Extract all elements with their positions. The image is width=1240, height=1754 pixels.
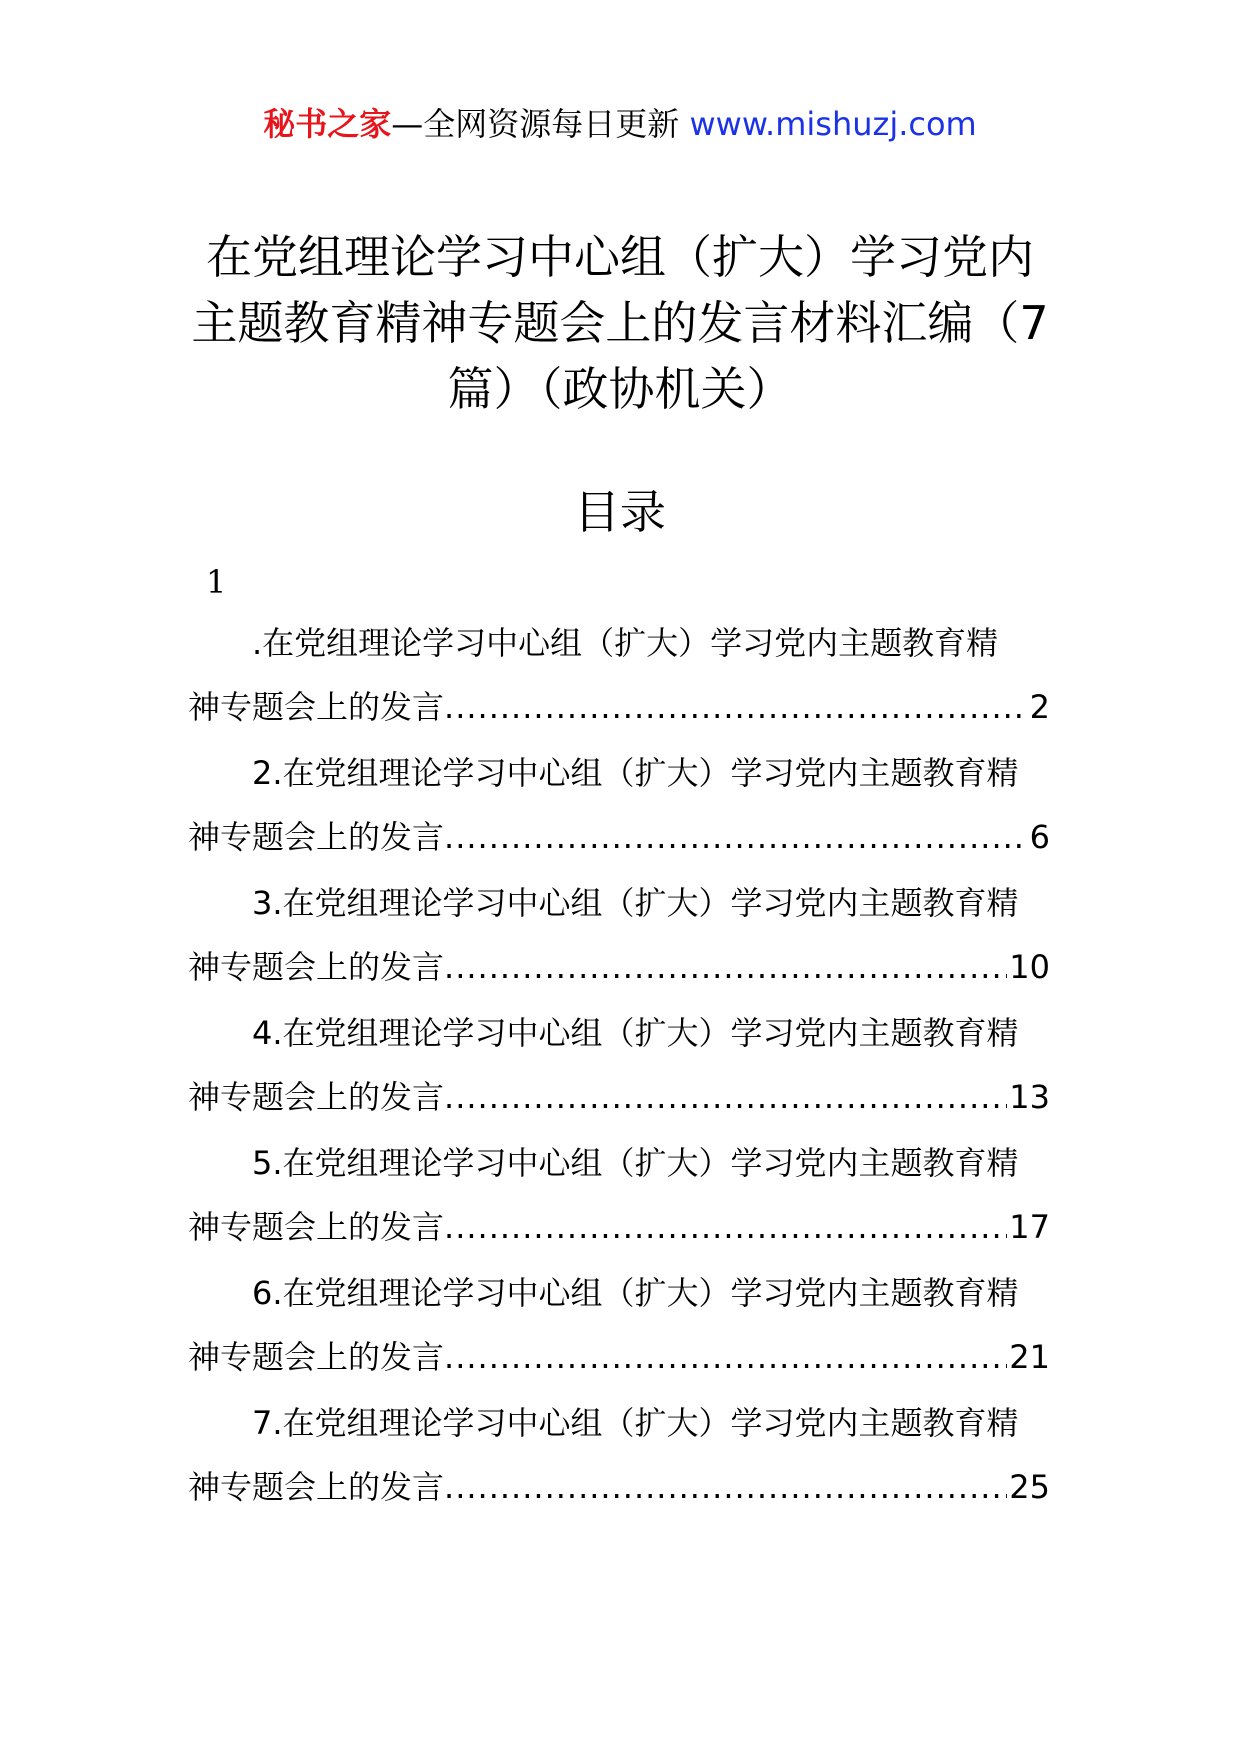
toc-dot-leader — [444, 810, 1028, 864]
toc-entry-title-cont: 神专题会上的发言 — [188, 818, 445, 856]
toc-entry-6[interactable] — [188, 1266, 1050, 1396]
toc-page-number: 6 — [1029, 818, 1050, 856]
document-title — [150, 224, 1090, 422]
toc-entry-leader — [188, 1460, 1050, 1514]
toc-entry-5[interactable] — [188, 1136, 1050, 1266]
toc-entry-1[interactable] — [188, 616, 1050, 746]
toc-page-number: 21 — [1009, 1338, 1050, 1376]
toc-entry-title: 4.在党组理论学习中心组（扩大）学习党内主题教育精 — [252, 1014, 1019, 1052]
toc-dot-leader — [444, 1460, 1007, 1514]
toc-entry-7[interactable] — [188, 1396, 1050, 1526]
toc-entry-4[interactable] — [188, 1006, 1050, 1136]
toc-entry-2[interactable] — [188, 746, 1050, 876]
toc-dot-leader — [444, 1070, 1007, 1124]
toc-list — [188, 616, 1050, 1526]
title-line-3: 篇）（政协机关） — [447, 362, 793, 416]
toc-entry-title: 6.在党组理论学习中心组（扩大）学习党内主题教育精 — [252, 1274, 1019, 1312]
toc-page-number: 13 — [1009, 1078, 1050, 1116]
toc-entry-title-cont: 神专题会上的发言 — [188, 1338, 445, 1376]
toc-entry-leader — [188, 810, 1050, 864]
toc-entry-title: .在党组理论学习中心组（扩大）学习党内主题教育精 — [252, 624, 999, 662]
toc-entry-title-cont: 神专题会上的发言 — [188, 688, 445, 726]
toc-entry-title-cont: 神专题会上的发言 — [188, 1078, 445, 1116]
toc-entry-title-cont: 神专题会上的发言 — [188, 948, 445, 986]
toc-dot-leader — [444, 680, 1028, 734]
toc-entry-3[interactable] — [188, 876, 1050, 1006]
toc-entry-title: 2.在党组理论学习中心组（扩大）学习党内主题教育精 — [252, 754, 1019, 792]
toc-entry-title-cont: 神专题会上的发言 — [188, 1468, 445, 1506]
toc-entry-title: 5.在党组理论学习中心组（扩大）学习党内主题教育精 — [252, 1144, 1019, 1182]
toc-dot-leader — [444, 1200, 1007, 1254]
site-url-link[interactable]: www.mishuzj.com — [689, 105, 977, 143]
title-line-1: 在党组理论学习中心组（扩大）学习党内 — [206, 230, 1034, 284]
toc-entry-leader — [188, 1330, 1050, 1384]
toc-page-number: 25 — [1009, 1468, 1050, 1506]
toc-entry-title: 3.在党组理论学习中心组（扩大）学习党内主题教育精 — [252, 884, 1019, 922]
toc-dot-leader — [444, 1330, 1007, 1384]
toc-entry-title-cont: 神专题会上的发言 — [188, 1208, 445, 1246]
toc-heading: 目录 — [574, 485, 666, 539]
site-brand: 秘书之家 — [263, 105, 392, 143]
toc-dot-leader — [444, 940, 1007, 994]
toc-entry-leader — [188, 940, 1050, 994]
toc-entry-leader — [188, 1070, 1050, 1124]
site-slogan: —全网资源每日更新 — [391, 105, 690, 143]
toc-entry-leader — [188, 1200, 1050, 1254]
toc-page-number: 10 — [1009, 948, 1050, 986]
toc-entry-leader — [188, 680, 1050, 734]
toc-entry-title: 7.在党组理论学习中心组（扩大）学习党内主题教育精 — [252, 1404, 1019, 1442]
site-header — [0, 100, 1240, 148]
title-line-2: 主题教育精神专题会上的发言材料汇编（7 — [191, 296, 1049, 350]
toc-page-number: 17 — [1009, 1208, 1050, 1246]
toc-page-number: 2 — [1029, 688, 1050, 726]
toc-marker: 1 — [206, 563, 227, 601]
